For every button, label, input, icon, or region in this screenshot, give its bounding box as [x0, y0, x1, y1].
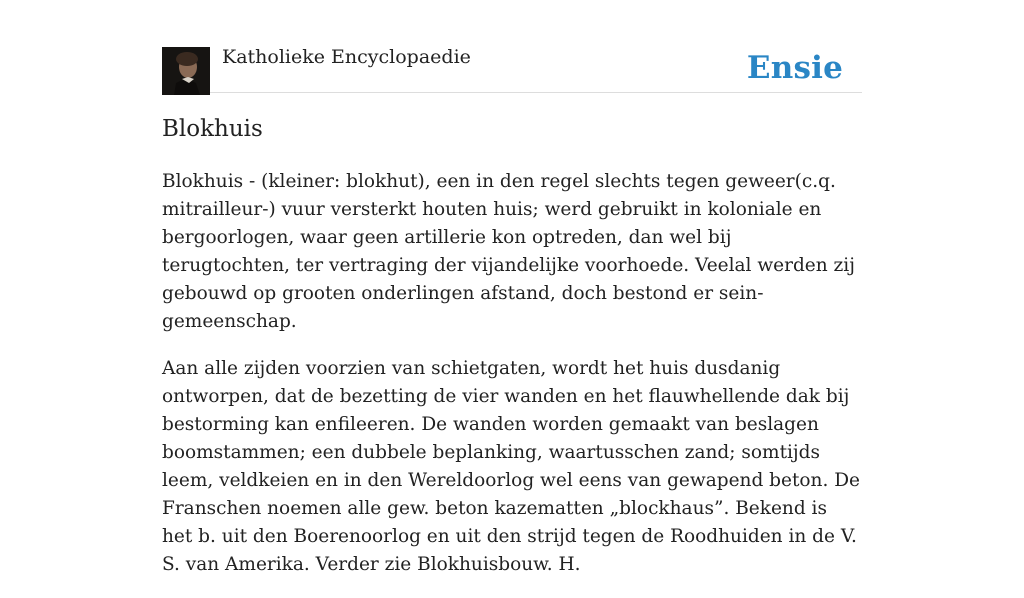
ensie-logo[interactable]: Ensie [746, 50, 843, 86]
article-body [162, 168, 862, 598]
portrait-avatar-icon[interactable] [162, 47, 210, 95]
source-title[interactable]: Katholieke Encyclopaedie [222, 46, 471, 68]
portrait-icon [162, 47, 210, 95]
page-title: Blokhuis [162, 116, 263, 142]
article-paragraph: Blokhuis - (kleiner: blokhut), een in den regel slechts tegen geweer(c.q. mitrailleur-) vuur versterkt houten huis; werd gebruikt in koloniale en bergoorlogen, waar geen artillerie kon optreden, dan wel bij terugtochten, ter vertraging der vijandelijke voorhoede. Veelal werden zij gebouwd op grooten onderlingen afstand, doch bestond er sein-gemeenschap. [162, 171, 855, 332]
article-paragraph: Aan alle zijden voorzien van schietgaten, wordt het huis dusdanig ontworpen, dat de bezetting de vier wanden en het flauwhellende dak bij bestorming kan enfileeren. De wanden worden gemaakt van beslagen boomstammen; een dubbele beplanking, waartusschen zand; somtijds leem, veldkeien en in den Wereldoorlog wel eens van gewapend beton. De Franschen noemen alle gew. beton kazematten „blockhaus”. Bekend is het b. uit den Boerenoorlog en uit den strijd tegen de Roodhuiden in de V. S. van Amerika. Verder zie Blokhuisbouw. H. [162, 358, 860, 575]
header [162, 0, 862, 93]
page-container [162, 0, 862, 575]
